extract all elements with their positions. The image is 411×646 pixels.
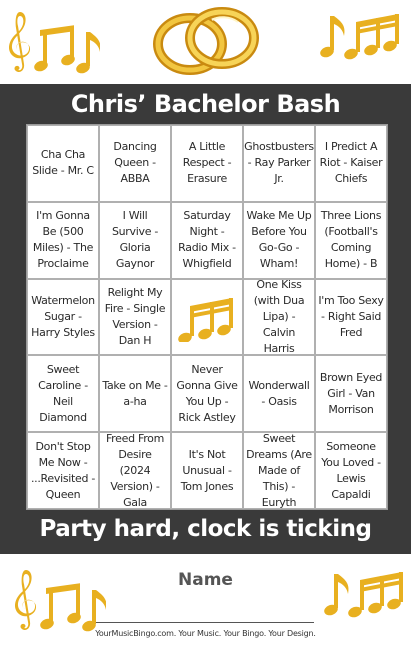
bingo-cell[interactable]: Dancing Queen - ABBA (99, 125, 171, 202)
free-space-cell[interactable] (171, 279, 243, 356)
bingo-cell[interactable]: Never Gonna Give You Up - Rick Astley (171, 355, 243, 432)
bingo-cell[interactable]: Three Lions (Football's Coming Home) - B (315, 202, 387, 279)
bingo-cell[interactable]: Freed From Desire (2024 Version) - Gala (99, 432, 171, 509)
bingo-cell[interactable]: Saturday Night - Radio Mix - Whigfield (171, 202, 243, 279)
bingo-cell[interactable]: Relight My Fire - Single Version - Dan H (99, 279, 171, 356)
page-title: Chris’ Bachelor Bash (70, 90, 341, 118)
music-notes-icon (176, 292, 238, 342)
bingo-cell[interactable]: It's Not Unusual - Tom Jones (171, 432, 243, 509)
header (0, 0, 411, 84)
bingo-cell[interactable]: I Will Survive - Gloria Gaynor (99, 202, 171, 279)
tagline: Party hard, clock is ticking (39, 516, 372, 542)
bingo-cell[interactable]: Don't Stop Me Now - ...Revisited - Queen (27, 432, 99, 509)
bingo-cell[interactable]: I'm Too Sexy - Right Said Fred (315, 279, 387, 356)
credit-text: YourMusicBingo.com. Your Music. Your Bingo. Your Design. (95, 629, 316, 638)
bingo-cell[interactable]: I'm Gonna Be (500 Miles) - The Proclaime (27, 202, 99, 279)
footer (0, 554, 411, 646)
bingo-cell[interactable]: Ghostbusters - Ray Parker Jr. (243, 125, 315, 202)
bingo-cell[interactable]: Wonderwall - Oasis (243, 355, 315, 432)
bingo-cell[interactable]: One Kiss (with Dua Lipa) - Calvin Harris (243, 279, 315, 356)
bingo-cell[interactable]: I Predict A Riot - Kaiser Chiefs (315, 125, 387, 202)
bingo-board (0, 84, 411, 554)
bingo-cell[interactable]: Take on Me - a-ha (99, 355, 171, 432)
bingo-cell[interactable]: Brown Eyed Girl - Van Morrison (315, 355, 387, 432)
wedding-rings-icon (148, 2, 262, 80)
bingo-cell[interactable]: Someone You Loved - Lewis Capaldi (315, 432, 387, 509)
bingo-cell[interactable]: Wake Me Up Before You Go-Go - Wham! (243, 202, 315, 279)
name-label: Name (178, 570, 233, 590)
bingo-cell[interactable]: Sweet Caroline - Neil Diamond (27, 355, 99, 432)
bingo-cell[interactable]: Sweet Dreams (Are Made of This) - Euryth (243, 432, 315, 509)
bingo-grid (26, 124, 388, 510)
bingo-cell[interactable]: Watermelon Sugar - Harry Styles (27, 279, 99, 356)
name-line (96, 622, 314, 623)
bingo-cell[interactable]: A Little Respect - Erasure (171, 125, 243, 202)
music-notes-icon (4, 10, 100, 76)
bingo-cell[interactable]: Cha Cha Slide - Mr. C (27, 125, 99, 202)
music-notes-icon (318, 12, 406, 72)
